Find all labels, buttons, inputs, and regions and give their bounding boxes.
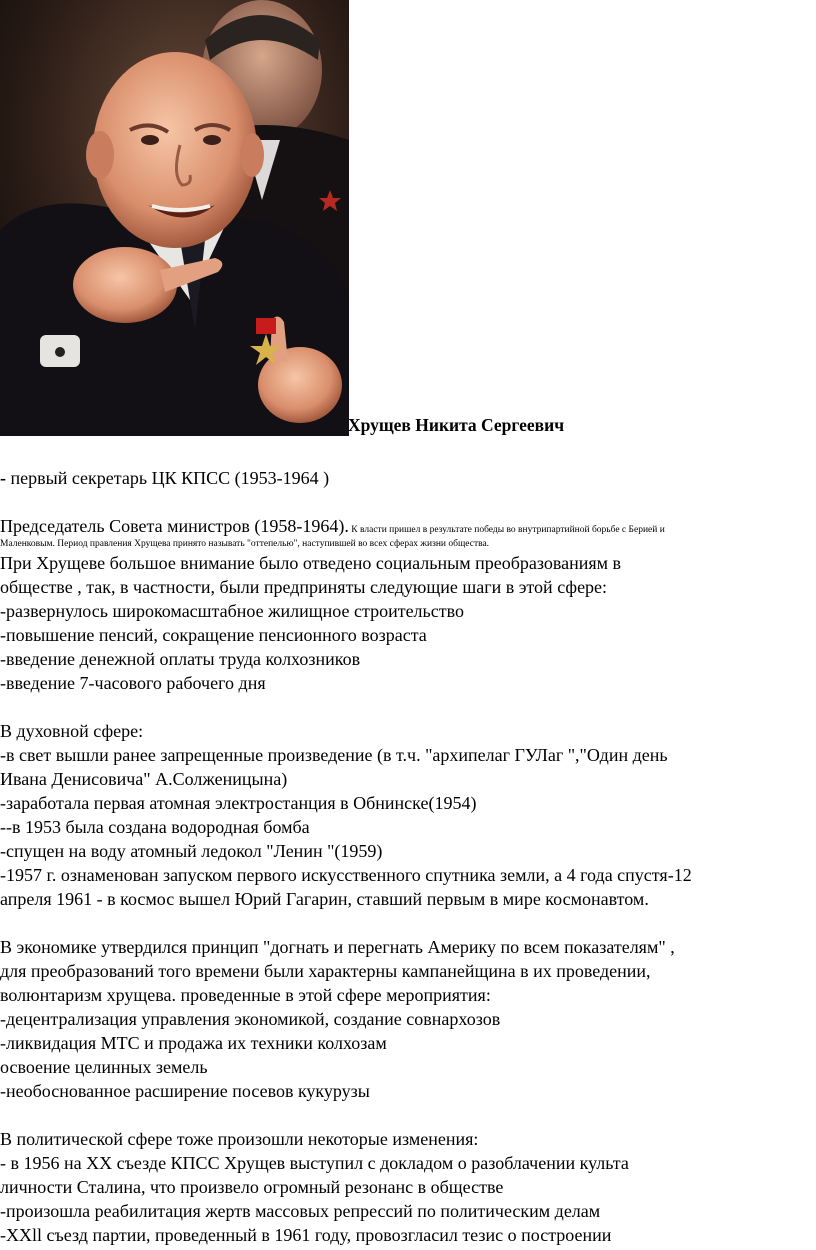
body-line: -децентрализация управления экономикой, создание совнархозов	[0, 1009, 501, 1029]
post-text-1: первый секретарь ЦК КПСС (1953-1964 )	[6, 468, 330, 488]
body-line: Ивана Денисовича" А.Солженицына)	[0, 769, 288, 789]
body-line: -необоснованное расширение посевов кукурузы	[0, 1081, 370, 1101]
body-line: освоение целинных земель	[0, 1057, 208, 1077]
body-line: -1957 г. ознаменован запуском первого искусственного спутника земли, а 4 года спустя-12	[0, 865, 692, 885]
body-line: -повышение пенсий, сокращение пенсионного возраста	[0, 625, 427, 645]
body-line: обществе , так, в частности, были предприняты следующие шаги в этой сфере:	[0, 577, 608, 597]
body-line: для преобразований того времени были характерны кампанейщина в их проведении,	[0, 961, 651, 981]
person-name-caption: Хрущев Никита Сергеевич	[348, 415, 565, 435]
body-line: -XXll съезд партии, проведенный в 1961 году, провозгласил тезис о построении	[0, 1225, 612, 1245]
note-text-2: Маленковым. Период правления Хрущева принято называть "оттепелью", наступившей во всех сферах жизни общества.	[0, 539, 490, 549]
portrait-photo	[0, 0, 349, 436]
post-line-2	[0, 514, 665, 538]
body-line: -заработала первая атомная электростанция в Обнинске(1954)	[0, 793, 477, 813]
body-line: При Хрущеве большое внимание было отведено социальным преобразованиям в	[0, 553, 622, 573]
body-line: -введение денежной оплаты труда колхозников	[0, 649, 361, 669]
body-line: -развернулось широкомасштабное жилищное строительство	[0, 601, 464, 621]
section-heading-economy: В экономике утвердился принцип "догнать и перегнать Америку по всем показателям" ,	[0, 937, 675, 957]
body-line: -введение 7-часового рабочего дня	[0, 673, 266, 693]
body-line: - в 1956 на XX съезде КПСС Хрущев выступил с докладом о разоблачении культа	[0, 1153, 629, 1173]
note-text-1: К власти пришел в результате победы во внутрипартийной борьбе с Берией и	[348, 525, 665, 535]
post-line-1	[0, 466, 329, 490]
post-text-2: Председатель Совета министров (1958-1964).	[0, 516, 349, 536]
body-line: волюнтаризм хрущева. проведенные в этой сфере мероприятия:	[0, 985, 491, 1005]
body-line: -спущен на воду атомный ледокол "Ленин "(1959)	[0, 841, 383, 861]
body-line: апреля 1961 - в космос вышел Юрий Гагарин, ставший первым в мире космонавтом.	[0, 889, 649, 909]
body-line: -ликвидация МТС и продажа их техники колхозам	[0, 1033, 387, 1053]
post-dash: -	[0, 468, 6, 488]
body-line: --в 1953 была создана водородная бомба	[0, 817, 310, 837]
body-line: личности Сталина, что произвело огромный резонанс в обществе	[0, 1177, 504, 1197]
section-heading-politics: В политической сфере тоже произошли некоторые изменения:	[0, 1129, 479, 1149]
body-line: -в свет вышли ранее запрещенные произведение (в т.ч. "архипелаг ГУЛаг ","Один день	[0, 745, 668, 765]
body-line: -произошла реабилитация жертв массовых репрессий по политическим делам	[0, 1201, 601, 1221]
section-heading-spiritual: В духовной сфере:	[0, 721, 144, 741]
